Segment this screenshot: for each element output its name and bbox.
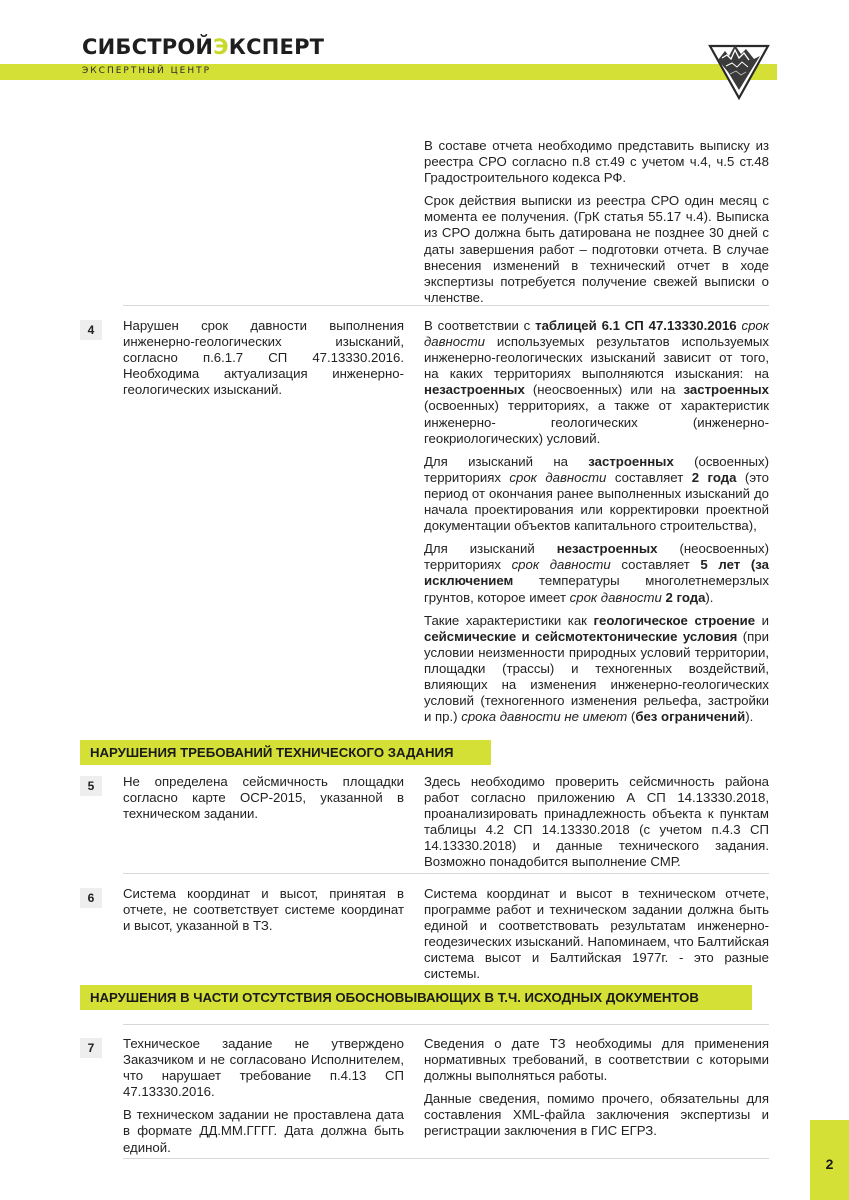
text-run: (неосвоенных) территориях: [424, 541, 769, 573]
row6-remedy-text: Система координат и высот в техническом отчете, программе работ и техническом задании должна быть единой и соответствовать результатам инженерно-геодезических изысканий. Напоминаем, что Балтийская система высот и Балтийская 1977г. - это разные системы.: [424, 886, 769, 982]
text-run-bold: сейсмические и сейсмотектонические условия: [424, 628, 738, 644]
text-run-bold: 5 лет (за исключением: [424, 557, 769, 589]
text-run: ).: [745, 709, 754, 725]
brand-name-part2: КСПЕРТ: [228, 35, 325, 59]
text-run-bold: незастроенных: [556, 541, 658, 557]
page-header: [0, 0, 849, 110]
brand-logo-text: [82, 35, 324, 59]
text-run-italic: срок давности: [509, 469, 607, 485]
row-number-badge: 6: [80, 888, 102, 908]
mountain-triangle-icon: [708, 38, 770, 100]
sro-extract-paragraph: В составе отчета необходимо представить выписку из реестра СРО согласно п.8 ст.49 с учетом ч.4, ч.5 ст.48 Градостроительного кодекса РФ.: [424, 138, 769, 186]
row-divider: [123, 305, 769, 306]
text-run-bold: без ограничений: [635, 709, 746, 725]
text-run: (это период от окончания ранее выполненных изысканий до начала проектирования или корректировки проектной документации объектов капитального строительства),: [424, 469, 769, 534]
section-heading-documents: НАРУШЕНИЯ В ЧАСТИ ОТСУТСТВИЯ ОБОСНОВЫВАЮЩИХ В Т.Ч. ИСХОДНЫХ ДОКУМЕНТОВ: [80, 985, 752, 1010]
text-run: (неосвоенных) или на: [524, 382, 684, 398]
row7-remedy-text-1: Сведения о дате ТЗ необходимы для применения нормативных требований, в соответствии с которыми должны выполняться работы.: [424, 1036, 769, 1084]
sro-validity-paragraph: Срок действия выписки из реестра СРО один месяц с момента ее получения. (ГрК статья 55.17 ч.4). Выписка из СРО должна быть датирована не позднее 30 дней с даты завершения работ – подготовки отчета. В случае внесения изменений в технический отчет в ходе экспертизы потребуется получение свежей выписки о членстве.: [424, 193, 769, 305]
row5-issue: [123, 774, 404, 822]
text-run: Такие характеристики как: [424, 612, 594, 628]
text-run-bold: таблицей 6.1 СП 47.13330.2016: [535, 318, 737, 333]
text-run-bold: геологическое строение: [593, 612, 756, 628]
text-run-italic: срок давности: [569, 589, 662, 605]
row5-remedy-text: Здесь необходимо проверить сейсмичность района работ согласно приложению А СП 14.13330.2018, проанализировать принадлежность объекта к пунктам таблицы 4.2 СП 14.13330.2018 (с учетом п.4.3 СП 14.13330.2018) и данные технического задания. Возможно понадобится выполнение СМР.: [424, 774, 769, 870]
row4-issue-text: Нарушен срок давности выполнения инженерно-геологических изысканий, согласно п.6.1.7 СП 47.13330.2016. Необходима актуализация инженерно-геологических изысканий.: [123, 318, 404, 398]
text-run: используемых результатов используемых инженерно-геологических изысканий зависит от того, на каких территориях выполняются изыскания: на: [424, 334, 769, 382]
row5-remedy: [424, 774, 769, 871]
row5-issue-text: Не определена сейсмичность площадки согласно карте ОСР-2015, указанной в техническом задании.: [123, 774, 404, 822]
row-divider: [123, 1158, 769, 1159]
row-divider: [123, 1024, 769, 1025]
row-number-badge: 7: [80, 1038, 102, 1058]
text-run: Для изысканий на: [424, 453, 589, 469]
page-number-tab: [810, 1120, 849, 1200]
row7-issue-text-1: Техническое задание не утверждено Заказчиком и не согласовано Исполнителем, что нарушает требование п.4.13 СП 47.13330.2016.: [123, 1036, 404, 1100]
page-number: 2: [825, 1156, 834, 1172]
row7-issue: [123, 1036, 404, 1156]
text-run: (при условии неизменности природных условий территории, площадки (трассы) и техногенных воздействий, влияющих на изменения инженерно-геологических условий (техногенного изменения рельефа, застройки и пр.): [424, 628, 769, 725]
text-run-bold: 2 года: [665, 589, 706, 605]
text-run-italic: срока давности не имеют: [461, 709, 628, 725]
text-run: и: [755, 612, 770, 628]
row-number-badge: 4: [80, 320, 102, 340]
section-heading-tz: НАРУШЕНИЯ ТРЕБОВАНИЙ ТЕХНИЧЕСКОГО ЗАДАНИЯ: [80, 740, 491, 765]
text-run: (: [627, 709, 636, 725]
text-run: (освоенных) территориях, а также от характеристик инженерно- геологических (инженерно-геокриологических) условий.: [424, 398, 769, 446]
text-run: температуры многолетнемерзлых грунтов, которое имеет: [424, 573, 769, 605]
row4-remedy-paragraph-1: [424, 318, 769, 447]
text-run: Для изысканий: [424, 541, 557, 557]
text-run-bold: незастроенных: [424, 382, 525, 398]
row6-remedy: [424, 886, 769, 983]
row7-issue-text-2: В техническом задании не проставлена дата в формате ДД.ММ.ГГГГ. Дата должна быть единой.: [123, 1107, 404, 1155]
text-run: ).: [705, 589, 714, 605]
text-run: составляет: [610, 557, 701, 573]
row4-remedy-paragraph-4: [424, 613, 769, 726]
text-run-italic: срок давности: [424, 318, 769, 350]
row-number-badge: 5: [80, 776, 102, 796]
text-run: составляет: [606, 469, 692, 485]
text-run-italic: срок давности: [511, 557, 611, 573]
row6-issue: [123, 886, 404, 934]
row6-issue-text: Система координат и высот, принятая в отчете, не соответствует системе координат и высот, указанной в ТЗ.: [123, 886, 404, 934]
text-run-bold: застроенных: [588, 453, 674, 469]
row4-remedy: [424, 318, 769, 725]
row4-issue: [123, 318, 404, 398]
row4-remedy-paragraph-3: [424, 541, 769, 605]
brand-name-accent: Э: [213, 35, 229, 59]
brand-tagline: ЭКСПЕРТНЫЙ ЦЕНТР: [82, 66, 212, 76]
text-run-bold: застроенных: [683, 382, 769, 398]
brand-name-part1: СИБСТРОЙ: [82, 35, 214, 59]
row-divider: [123, 873, 769, 874]
row7-remedy: [424, 1036, 769, 1140]
row7-remedy-text-2: Данные сведения, помимо прочего, обязательны для составления XML-файла заключения экспертизы и регистрации заключения в ГИС ЕГРЗ.: [424, 1091, 769, 1139]
text-run: (освоенных) территориях: [424, 453, 769, 485]
text-run: В соответствии с: [424, 318, 536, 333]
row3-remedy-continuation: [424, 138, 769, 306]
text-run-bold: 2 года: [691, 469, 737, 485]
row4-remedy-paragraph-2: [424, 454, 769, 534]
